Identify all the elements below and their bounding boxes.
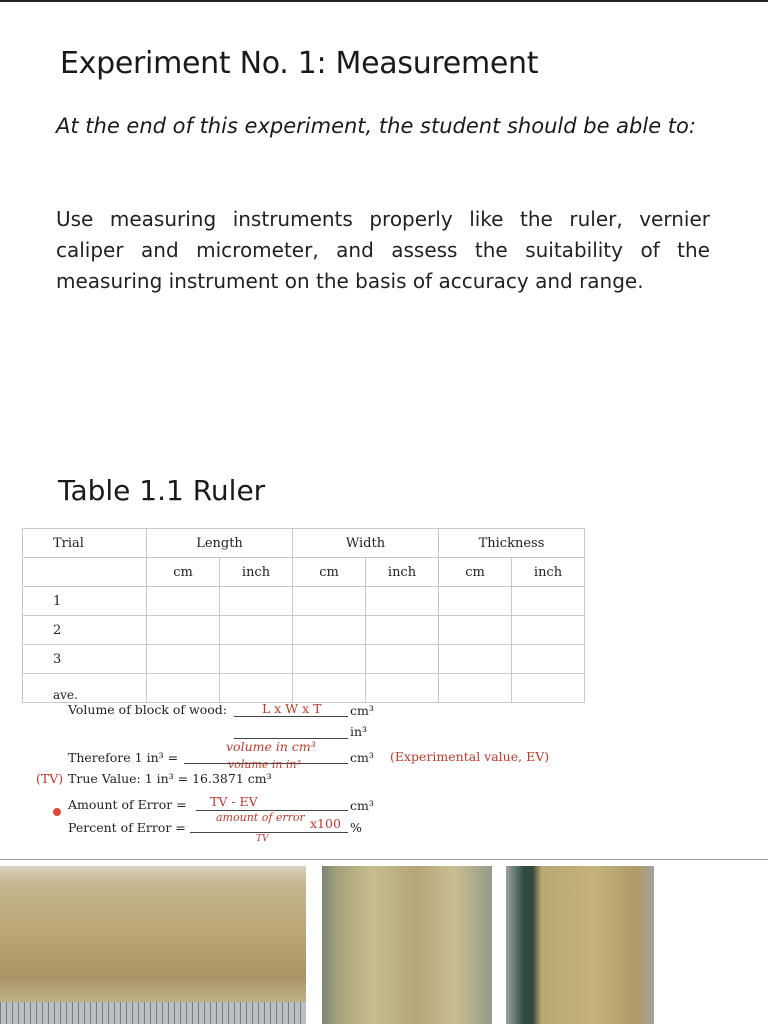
therefore-numerator: volume in cm³ [226, 739, 316, 754]
table-cell [220, 587, 293, 616]
table-row [23, 587, 585, 616]
table-cell [366, 587, 439, 616]
unit-length-cm: cm [147, 558, 220, 587]
table-cell [293, 645, 366, 674]
trial-label: 1 [23, 587, 147, 616]
table-cell [147, 645, 220, 674]
page-title: Experiment No. 1: Measurement [60, 46, 539, 81]
table-row [23, 616, 585, 645]
table-cell [147, 616, 220, 645]
unit-thickness-cm: cm [439, 558, 512, 587]
trial-label: 2 [23, 616, 147, 645]
table-cell [366, 674, 439, 703]
header-length: Length [147, 529, 293, 558]
table-title: Table 1.1 Ruler [58, 474, 266, 507]
table-cell [147, 674, 220, 703]
ruler-scale-photo [0, 1002, 306, 1024]
table-units-row [23, 558, 585, 587]
unit-thickness-inch: inch [512, 558, 585, 587]
table-cell [439, 616, 512, 645]
table-row [23, 674, 585, 703]
table-cell [439, 587, 512, 616]
table-cell [220, 645, 293, 674]
error-value: TV - EV [210, 794, 258, 809]
experimental-value-note: (Experimental value, EV) [390, 749, 550, 764]
therefore-denominator: volume in in³ [228, 758, 301, 771]
true-value: True Value: 1 in³ = 16.3871 cm³ [68, 771, 272, 786]
percent-unit: % [350, 820, 362, 835]
volume-unit-in3: in³ [350, 724, 368, 739]
percent-numerator: amount of error [216, 811, 305, 824]
percent-denominator: TV [256, 834, 269, 844]
table-cell [512, 616, 585, 645]
volume-blank [234, 716, 348, 717]
table-cell [439, 674, 512, 703]
photos-divider [0, 859, 768, 860]
table-cell [147, 587, 220, 616]
volume-value: L x W x T [262, 701, 322, 716]
table-cell [512, 674, 585, 703]
unit-width-inch: inch [366, 558, 439, 587]
wood-block-side-photo [322, 866, 492, 1024]
top-rule [0, 0, 768, 2]
table-cell [23, 558, 147, 587]
table-cell [220, 616, 293, 645]
ruler-data-table [22, 528, 585, 703]
red-dot-icon [53, 808, 61, 816]
objective-heading: At the end of this experiment, the student should be able to: [56, 114, 696, 138]
volume-unit-cm3: cm³ [350, 703, 374, 718]
percent-label: Percent of Error = [68, 820, 186, 835]
unit-width-cm: cm [293, 558, 366, 587]
volume-label: Volume of block of wood: [68, 702, 227, 717]
table-cell [439, 645, 512, 674]
table-cell [220, 674, 293, 703]
table-row [23, 645, 585, 674]
table-header-row [23, 529, 585, 558]
average-label: ave. [23, 674, 147, 703]
table-cell [512, 645, 585, 674]
therefore-label: Therefore 1 in³ = [68, 750, 179, 765]
header-width: Width [293, 529, 439, 558]
wood-block-edge-photo [506, 866, 654, 1024]
table-cell [293, 616, 366, 645]
table-cell [293, 674, 366, 703]
wood-block-top-photo [0, 866, 306, 1024]
header-trial: Trial [23, 529, 147, 558]
true-value-prefix: (TV) [36, 771, 64, 786]
table-cell [512, 587, 585, 616]
trial-label: 3 [23, 645, 147, 674]
table-cell [366, 645, 439, 674]
error-label: Amount of Error = [68, 797, 187, 812]
therefore-unit-cm3: cm³ [350, 750, 374, 765]
table-cell [293, 587, 366, 616]
percent-factor: x100 [310, 816, 341, 831]
header-thickness: Thickness [439, 529, 585, 558]
percent-fraction-line [190, 832, 348, 833]
unit-length-inch: inch [220, 558, 293, 587]
objective-body: Use measuring instruments properly like the ruler, vernier caliper and micrometer, and assess the suitability of the measuring instrument on the basis of accuracy and range. [56, 207, 710, 293]
table-cell [366, 616, 439, 645]
error-unit-cm3: cm³ [350, 798, 374, 813]
